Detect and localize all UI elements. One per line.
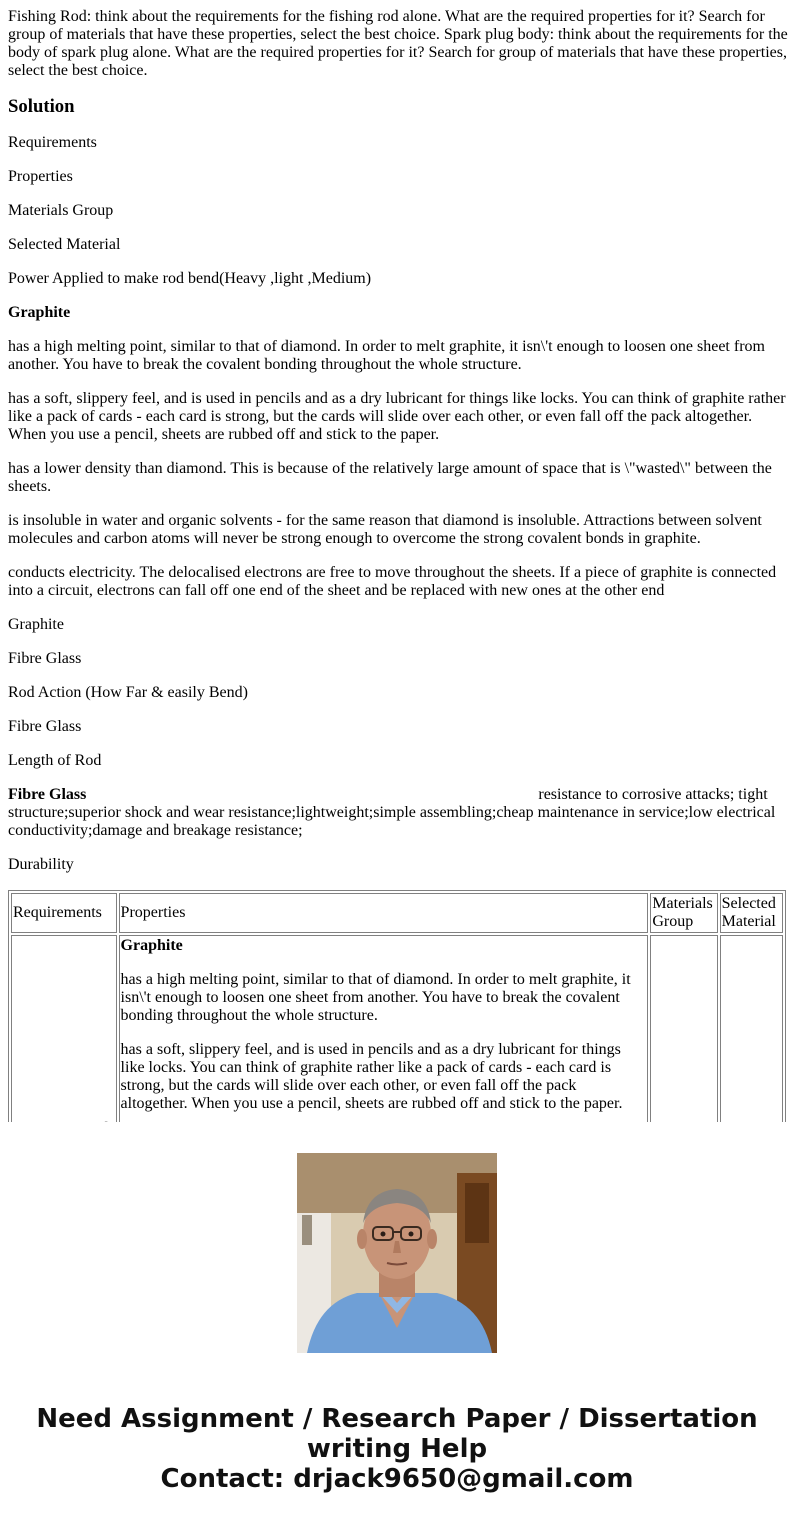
avatar [297, 1153, 497, 1353]
line-rod-action: Rod Action (How Far & easily Bend) [8, 684, 248, 701]
graphite-heading: Graphite [8, 304, 71, 321]
power-applied-text: Power Applied to make rod bend(Heavy ,light ,Medium) [8, 270, 372, 287]
label-properties: Properties [8, 168, 73, 185]
fibre-glass-text: resistance to corrosive attacks; tight structure;superior shock and wear resistance;lightweight;simple assembling;cheap maintenance in service;low electrical conductivity;damage and breakage resistance; [8, 786, 776, 839]
table-header-row [11, 893, 783, 933]
avatar-portrait [297, 1153, 497, 1353]
th-properties: Properties [119, 893, 649, 933]
label-requirements: Requirements [8, 134, 97, 151]
line-graphite: Graphite [8, 616, 64, 633]
graphite-para-3: has a lower density than diamond. This is because of the relatively large amount of space that is \"wasted\" between the sheets. [8, 460, 772, 495]
graphite-para-2: has a soft, slippery feel, and is used in pencils and as a dry lubricant for things like locks. You can think of graphite rather like a pack of cards - each card is strong, but the cards will slide over each other, or even fall off the pack altogether. When you use a pencil, sheets are rubbed off and stick to the paper. [8, 390, 786, 443]
graphite-para-5: conducts electricity. The delocalised electrons are free to move throughout the sheets. If a piece of graphite is connected into a circuit, electrons can fall off one end of the sheet and be replaced with new ones at the other end [8, 564, 777, 599]
fibre-glass-properties [8, 786, 788, 840]
document-body [8, 8, 788, 1122]
durability-text: Durability [8, 856, 74, 873]
label-selected-material: Selected Material [8, 236, 121, 253]
promo-line-2: writing Help [306, 1434, 488, 1464]
fibre-glass-heading: Fibre Glass [8, 786, 87, 803]
graphite-para-4: is insoluble in water and organic solvents - for the same reason that diamond is insoluble. Attractions between solvent molecules and carbon atoms will never be strong enough to overcome the strong covalent bonds in graphite. [8, 512, 762, 547]
table-graphite-heading: Graphite [120, 937, 183, 954]
promo-text [0, 1404, 794, 1494]
question-text: Fishing Rod: think about the requirements for the fishing rod alone. What are the required properties for it? Search for group of materials that have these properties, select the best choice. Spark plug body: think about the requirements for the body of spark plug alone. What are the required properties for it? Search for group of materials that have these properties, select the best choice. [8, 8, 788, 79]
table-graphite-para-2: has a soft, slippery feel, and is used in pencils and as a dry lubricant for things like locks. You can think of graphite rather like a pack of cards - each card is strong, but the cards will slide over each other, or even fall off the pack altogether. When you use a pencil, sheets are rubbed off and stick to the paper. [120, 1041, 623, 1112]
solution-heading: Solution [8, 96, 75, 117]
th-requirements: Requirements [11, 893, 117, 933]
line-fibre-glass-1: Fibre Glass [8, 650, 82, 667]
table-graphite-para-1: has a high melting point, similar to that of diamond. In order to melt graphite, it isn\'t enough to loosen one sheet from another. You have to break the covalent bonding throughout the whole structure. [120, 971, 631, 1024]
promo-line-1: Need Assignment / Research Paper / Dissertation [36, 1404, 758, 1434]
graphite-para-1: has a high melting point, similar to that of diamond. In order to melt graphite, it isn\'t enough to loosen one sheet from another. You have to break the covalent bonding throughout the whole structure. [8, 338, 765, 373]
line-fibre-glass-2: Fibre Glass [8, 718, 82, 735]
th-materials-group: Materials Group [650, 893, 717, 933]
line-length-of-rod: Length of Rod [8, 752, 102, 769]
label-materials-group: Materials Group [8, 202, 114, 219]
promo-footer [0, 1122, 794, 1523]
promo-contact: Contact: drjack9650@gmail.com [160, 1464, 634, 1494]
th-selected-material: Selected Material [720, 893, 783, 933]
